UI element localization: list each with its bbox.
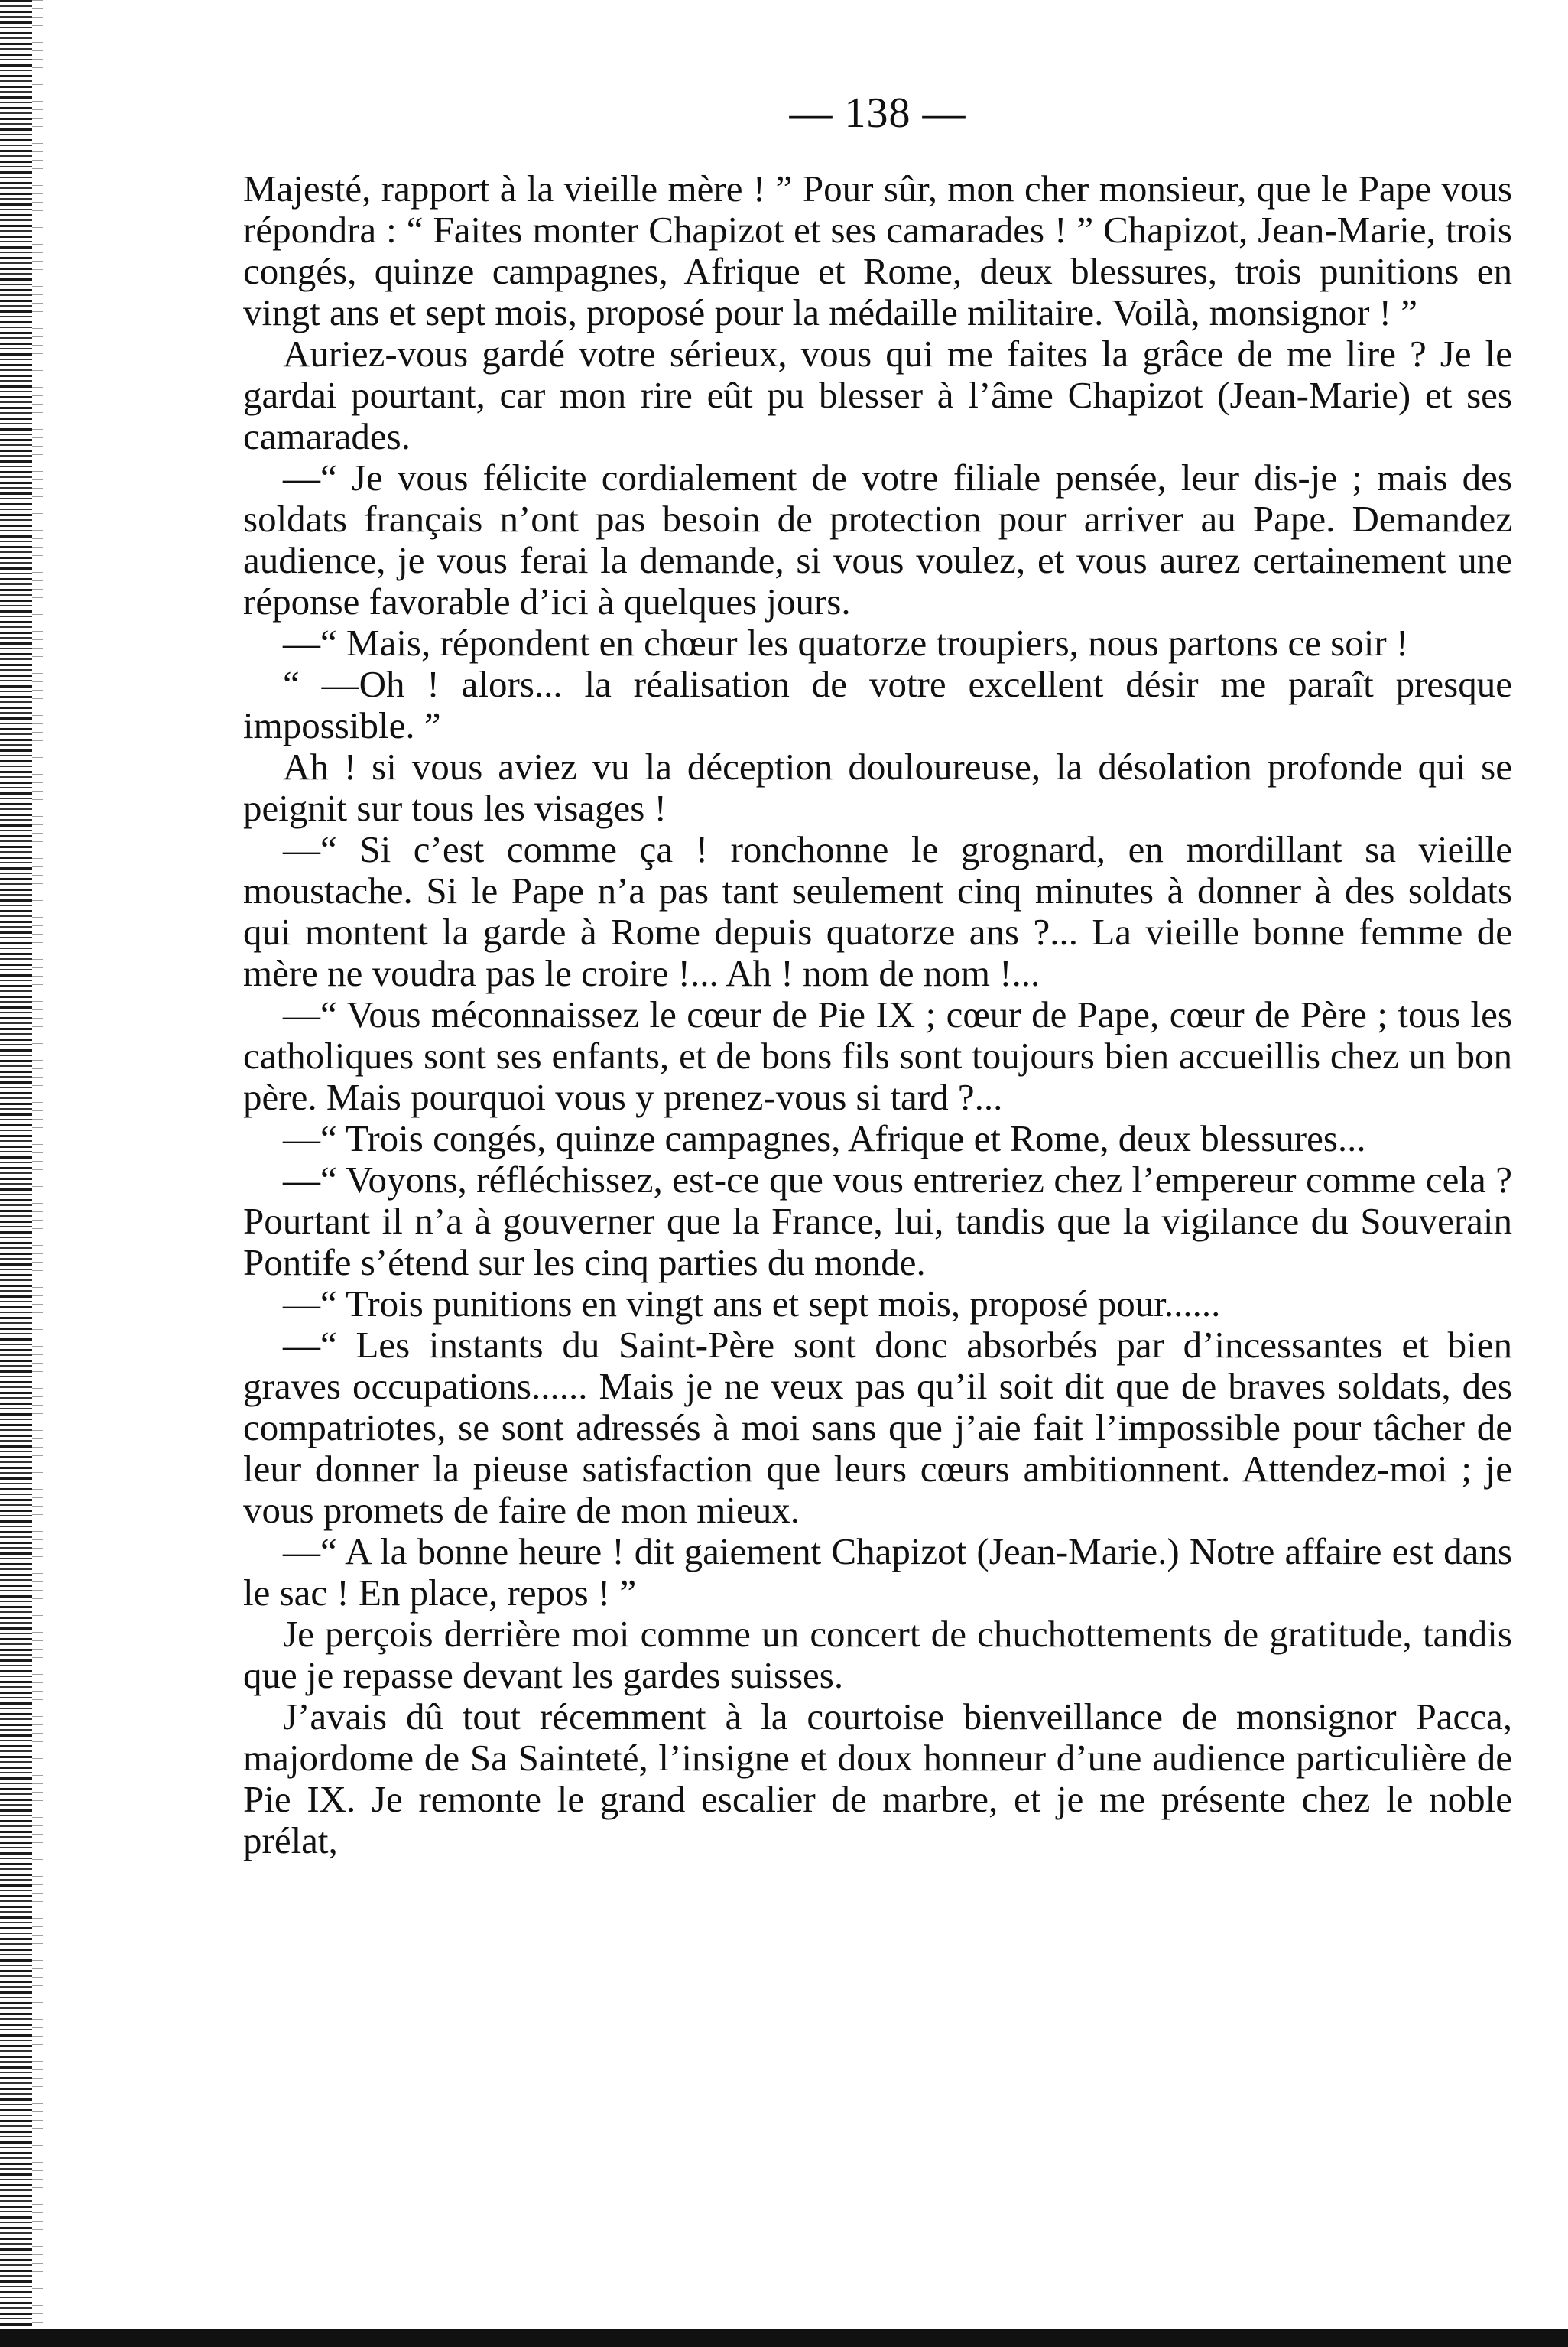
paragraph: —“ Si c’est comme ça ! ronchonne le grognard, en mordillant sa vieille moustache. Si le Pape n’a pas tant seulement cinq minutes à donner à des soldats qui montent la garde à Rome depuis quatorze ans ?... La vieille bonne femme de mère ne voudra pas le croire !... Ah ! nom de nom !...: [243, 828, 1512, 994]
paragraph: —“ Je vous félicite cordialement de votre filiale pensée, leur dis-je ; mais des soldats français n’ont pas besoin de protection pour arriver au Pape. Demandez audience, je vous ferai la demande, si vous voulez, et vous aurez certainement une réponse favorable d’ici à quelques jours.: [243, 457, 1512, 623]
paragraph: J’avais dû tout récemment à la courtoise bienveillance de monsignor Pacca, majordome de Sa Sainteté, l’insigne et doux honneur d’une audience particulière de Pie IX. Je remonte le grand escalier de marbre, et je me présente chez le noble prélat,: [243, 1695, 1512, 1861]
paragraph: Majesté, rapport à la vieille mère ! ” Pour sûr, mon cher monsieur, que le Pape vous répondra : “ Faites monter Chapizot et ses camarades ! ” Chapizot, Jean-Marie, trois congés, quinze campagnes, Afrique et Rome, deux blessures, trois punitions en vingt ans et sept mois, proposé pour la médaille militaire. Voilà, monsignor ! ”: [243, 167, 1512, 333]
paragraph: Auriez-vous gardé votre sérieux, vous qui me faites la grâce de me lire ? Je le gardai pourtant, car mon rire eût pu blesser à l’âme Chapizot (Jean-Marie) et ses camarades.: [243, 333, 1512, 457]
paragraph: —“ Trois punitions en vingt ans et sept mois, proposé pour......: [283, 1282, 1221, 1325]
paragraph: “ —Oh ! alors... la réalisation de votre excellent désir me paraît presque impossible. ”: [243, 663, 1512, 746]
scan-binding-edge: [0, 0, 32, 2347]
paragraph: —“ Les instants du Saint-Père sont donc absorbés par d’incessantes et bien graves occupations...... Mais je ne veux pas qu’il soit dit que de braves soldats, des compatriotes, se sont adressés à moi sans que j’aie fait l’impossible pour tâcher de leur donner la pieuse satisfaction que leurs cœurs ambitionnent. Attendez-moi ; je vous promets de faire de mon mieux.: [243, 1324, 1512, 1531]
paragraph: Je perçois derrière moi comme un concert de chuchottements de gratitude, tandis que je repasse devant les gardes suisses.: [243, 1613, 1512, 1696]
scan-bottom-edge: [0, 2329, 1568, 2347]
paragraph: —“ Trois congés, quinze campagnes, Afrique et Rome, deux blessures...: [283, 1117, 1366, 1159]
scan-binding-shadow: [32, 0, 43, 2347]
paragraph: —“ A la bonne heure ! dit gaiement Chapizot (Jean-Marie.) Notre affaire est dans le sac ! En place, repos ! ”: [243, 1530, 1512, 1614]
paragraph: —“ Vous méconnaissez le cœur de Pie IX ; cœur de Pape, cœur de Père ; tous les catholiques sont ses enfants, et de bons fils sont toujours bien accueillis chez un bon père. Mais pourquoi vous y prenez-vous si tard ?...: [243, 993, 1512, 1118]
book-page: [243, 90, 1512, 1861]
page-number: — 138 —: [789, 89, 966, 137]
paragraph: —“ Mais, répondent en chœur les quatorze troupiers, nous partons ce soir !: [283, 622, 1409, 664]
paragraph: —“ Voyons, réfléchissez, est-ce que vous entreriez chez l’empereur comme cela ? Pourtant il n’a à gouverner que la France, lui, tandis que la vigilance du Souverain Pontife s’étend sur les cinq parties du monde.: [243, 1159, 1512, 1283]
page-body: [243, 168, 1512, 1861]
paragraph: Ah ! si vous aviez vu la déception douloureuse, la désolation profonde qui se peignit sur tous les visages !: [243, 746, 1512, 829]
